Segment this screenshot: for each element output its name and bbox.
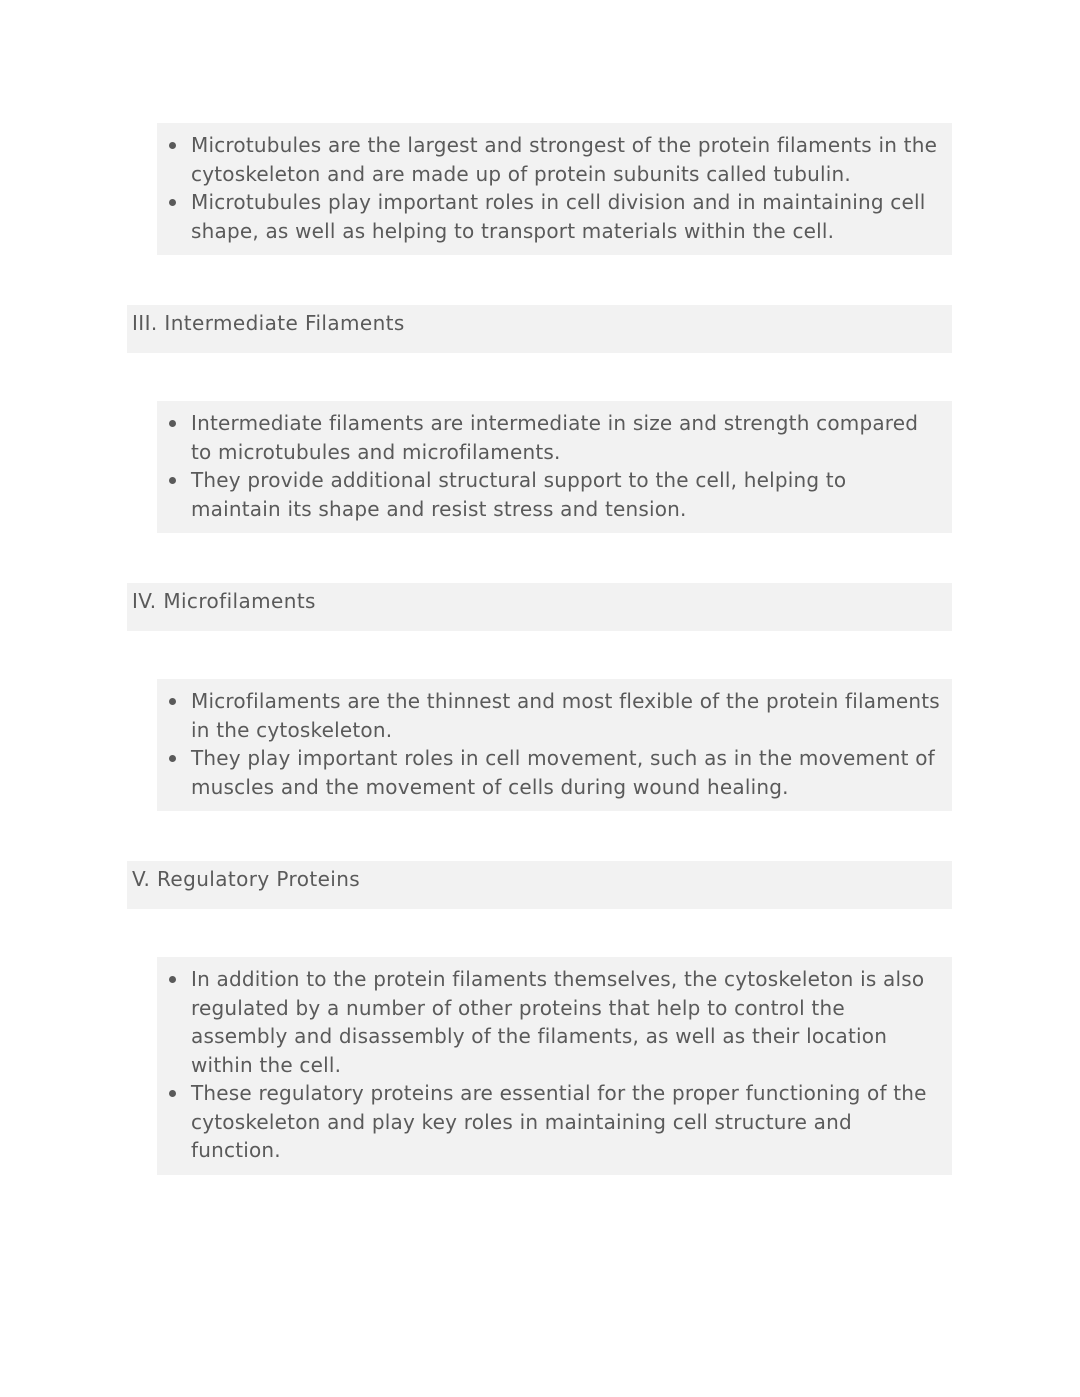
bullet-text: Microtubules play important roles in cell division and in maintaining cell shape, as well as helping to transport materials within the cell. [191,190,926,243]
bullet-icon [169,142,176,149]
list-item [165,188,942,245]
section-heading-microfilaments [127,583,952,631]
regulatory-proteins-bullets-block [157,957,952,1175]
microfilaments-bullet-list [165,687,942,801]
microtubules-bullets-block [157,123,952,255]
bullet-text: Microfilaments are the thinnest and most flexible of the protein filaments in the cytoskeleton. [191,689,940,742]
list-item [165,466,942,523]
regulatory-proteins-bullet-list [165,965,942,1165]
bullet-text: These regulatory proteins are essential for the proper functioning of the cytoskeleton and play key roles in maintaining cell structure and function. [191,1081,927,1162]
microfilaments-bullets-block [157,679,952,811]
bullet-text: Intermediate filaments are intermediate in size and strength compared to microtubules and microfilaments. [191,411,919,464]
list-item [165,131,942,188]
section-heading-intermediate-filaments [127,305,952,353]
bullet-icon [169,698,176,705]
section-heading-regulatory-proteins [127,861,952,909]
bullet-icon [169,976,176,983]
list-item [165,1079,942,1165]
list-item [165,965,942,1079]
intermediate-filaments-bullets-block [157,401,952,533]
bullet-icon [169,755,176,762]
bullet-icon [169,477,176,484]
list-item [165,744,942,801]
section-heading-text: V. Regulatory Proteins [132,867,361,891]
section-heading-text: III. Intermediate Filaments [132,311,405,335]
bullet-icon [169,1090,176,1097]
bullet-text: They provide additional structural support to the cell, helping to maintain its shape and resist stress and tension. [191,468,847,521]
section-heading-text: IV. Microfilaments [132,589,316,613]
bullet-text: In addition to the protein filaments themselves, the cytoskeleton is also regulated by a number of other proteins that help to control the assembly and disassembly of the filaments, as well as their location within the cell. [191,967,925,1077]
list-item [165,409,942,466]
list-item [165,687,942,744]
bullet-icon [169,420,176,427]
bullet-text: Microtubules are the largest and strongest of the protein filaments in the cytoskeleton and are made up of protein subunits called tubulin. [191,133,938,186]
microtubules-bullet-list [165,131,942,245]
intermediate-filaments-bullet-list [165,409,942,523]
bullet-text: They play important roles in cell movement, such as in the movement of muscles and the movement of cells during wound healing. [191,746,935,799]
bullet-icon [169,199,176,206]
